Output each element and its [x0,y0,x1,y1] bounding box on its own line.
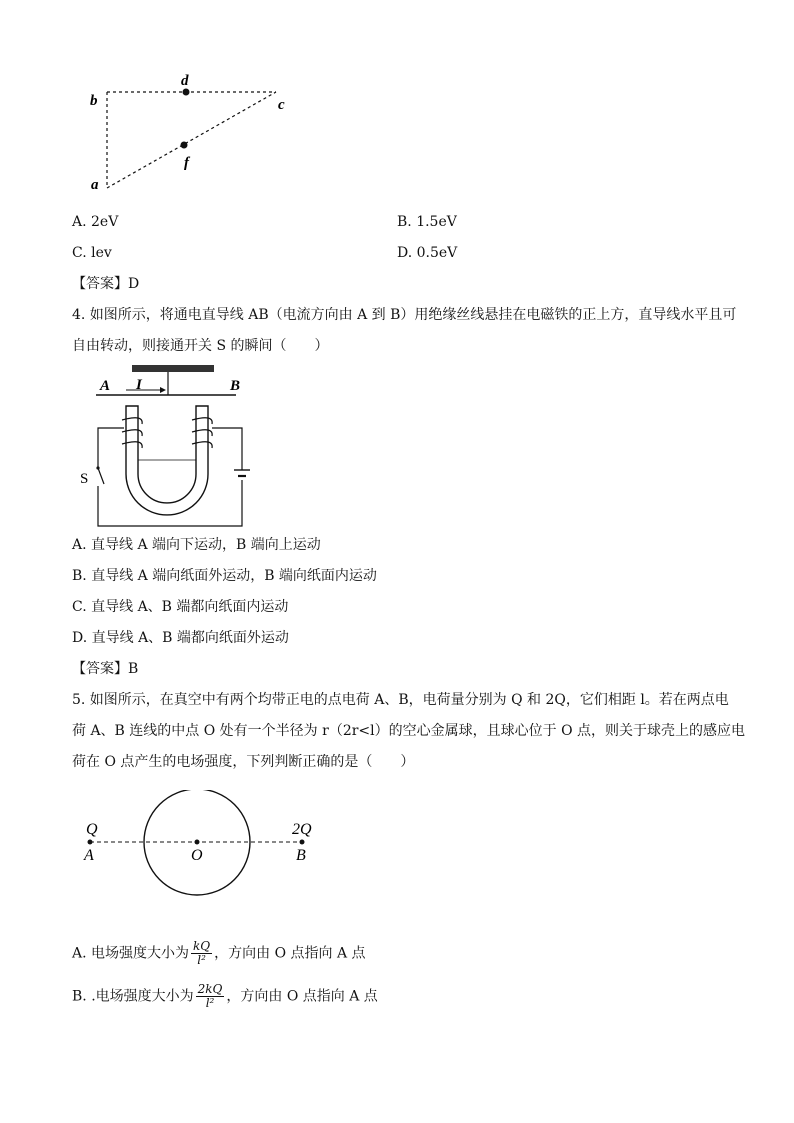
label-B: B [230,378,241,394]
point-B [300,840,305,845]
q4-option-b: B. 直导线 A 端向纸面外运动，B 端向纸面内运动 [72,568,377,584]
frac-den: l² [205,996,215,1010]
label-b: b [90,93,98,109]
q3-option-b: B. 1.5eV [397,214,457,230]
q5-stem-line3: 荷在 O 点产生的电场强度，下列判断正确的是（ ） [72,754,415,770]
q5-stem-line2: 荷 A、B 连线的中点 O 处有一个半径为 r（2r<l）的空心金属球，且球心位于 O 点，则关于球壳上的感应电 [72,723,746,739]
label-d: d [181,73,189,89]
label-c: c [278,97,285,113]
q3-option-d: D. 0.5eV [397,245,458,261]
label-I: I [136,377,142,393]
q4-stem-line2: 自由转动，则接通开关 S 的瞬间（ ） [72,338,329,354]
frac-num: 2kQ [197,982,223,996]
triangle-figure [80,68,310,198]
label-2Q: 2Q [292,821,312,838]
label-A5: A [84,847,94,864]
q5-option-b [72,983,378,1010]
q4-option-a: A. 直导线 A 端向下运动，B 端向上运动 [72,537,321,553]
q3-option-a: A. 2eV [72,214,119,230]
fraction-kq-l2 [191,940,212,967]
fraction-2kq-l2 [196,983,225,1010]
q4-answer: 【答案】B [72,661,139,677]
q5-option-a-post: ，方向由 O 点指向 A 点 [214,945,366,962]
sphere-figure [80,790,330,900]
q3-option-c: C. lev [72,245,112,261]
q5-option-b-post: ，方向由 O 点指向 A 点 [226,988,378,1005]
frac-num: kQ [193,939,211,953]
electromagnet-figure [76,362,256,534]
label-A: A [100,378,111,394]
frac-den: l² [197,953,206,967]
q5-option-b-pre: B. .电场强度大小为 [72,988,194,1005]
q5-option-a-pre: A. 电场强度大小为 [72,945,190,962]
q4-stem-line1: 4. 如图所示，将通电直导线 AB（电流方向由 A 到 B）用绝缘丝线悬挂在电磁铁的正上方，直导线水平且可 [72,307,737,323]
point-O [195,840,200,845]
point-d [183,89,190,96]
q3-answer: 【答案】D [72,276,140,292]
label-B5: B [296,847,306,864]
label-f: f [184,155,189,171]
label-O: O [191,847,203,864]
q4-option-c: C. 直导线 A、B 端都向纸面内运动 [72,599,289,615]
point-f [181,142,188,149]
q5-option-a [72,940,366,967]
label-a: a [91,177,99,193]
q5-stem-line1: 5. 如图所示，在真空中有两个均带正电的点电荷 A、B，电荷量分别为 Q 和 2Q，它们相距 l。若在两点电 [72,692,729,708]
label-Q: Q [86,821,98,838]
point-A [88,840,93,845]
label-S: S [80,471,89,487]
q4-option-d: D. 直导线 A、B 端都向纸面外运动 [72,630,289,646]
